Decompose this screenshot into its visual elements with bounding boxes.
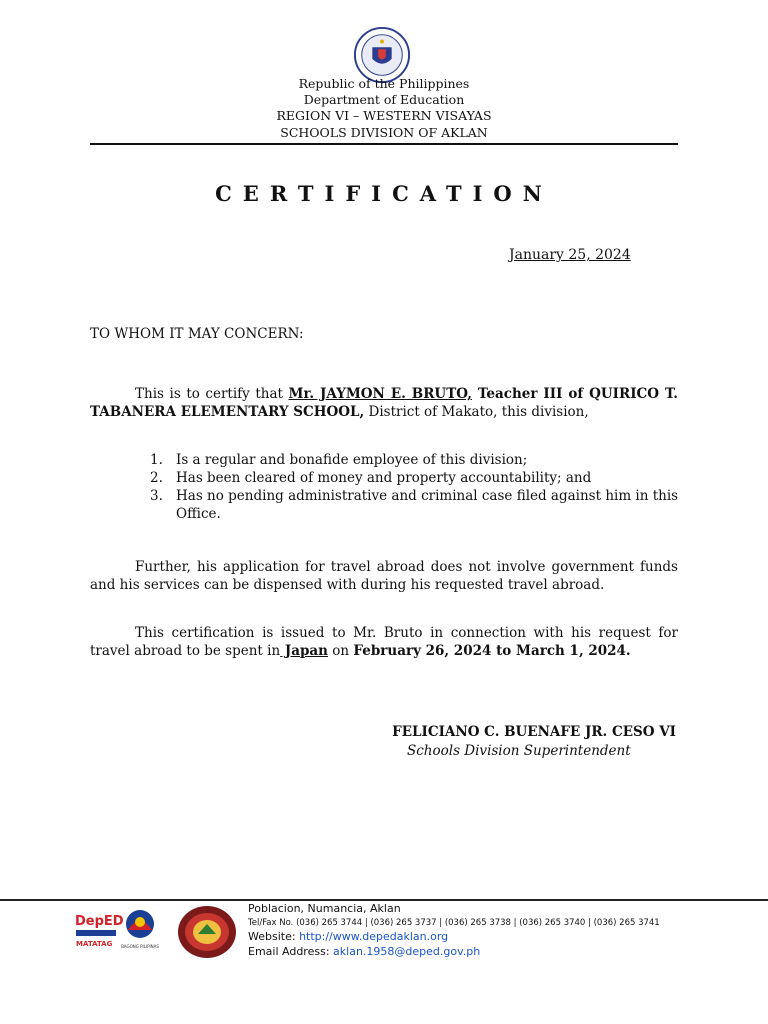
travel-destination: Japan [280, 643, 328, 659]
list-item: 1. Is a regular and bonafide employee of this division; [150, 452, 528, 468]
svg-text:BAGONG PILIPINAS: BAGONG PILIPINAS [121, 944, 159, 949]
footer-divider [0, 899, 768, 901]
footer-email: Email Address: aklan.1958@deped.gov.ph [248, 945, 481, 958]
email-link[interactable]: aklan.1958@deped.gov.ph [333, 945, 481, 958]
document-title: CERTIFICATION [215, 181, 553, 206]
footer-website: Website: http://www.depedaklan.org [248, 930, 449, 943]
certify-paragraph [90, 385, 678, 421]
employee-position: Teacher III of QUIRICO T. TABANERA ELEMENTARY SCHOOL, [90, 386, 678, 420]
travel-dates: February 26, 2024 to March 1, 2024. [353, 643, 631, 659]
certification-list [150, 451, 680, 523]
website-link[interactable]: http://www.depedaklan.org [299, 930, 449, 943]
footer-phones: Tel/Fax No. (036) 265 3744 | (036) 265 3737 | (036) 265 3738 | (036) 265 3740 | (036) 265 3741 [248, 918, 660, 928]
svg-text:DepED: DepED [75, 914, 124, 929]
certify-pre: This is to certify that [135, 386, 289, 402]
header-divider [90, 143, 678, 145]
signatory-title: Schools Division Superintendent [407, 743, 631, 759]
deped-matatag-logo [74, 905, 124, 953]
header-region: REGION VI – WESTERN VISAYAS [276, 108, 492, 123]
division-of-aklan-seal [176, 904, 238, 960]
svg-text:MATATAG: MATATAG [76, 940, 113, 948]
travel-paragraph: Further, his application for travel abroad does not involve government funds and his services can be dispensed with during his requested travel abroad. [90, 559, 678, 593]
salutation: TO WHOM IT MAY CONCERN: [90, 326, 304, 342]
issuance-pre: This certification is issued to Mr. Bruto in connection with his request for travel abroad to be spent in [90, 625, 678, 659]
footer-address: Poblacion, Numancia, Aklan [248, 902, 401, 915]
certify-post: District of Makato, this division, [364, 404, 589, 420]
bagong-pilipinas-logo [122, 908, 158, 950]
header-division: SCHOOLS DIVISION OF AKLAN [280, 125, 488, 140]
list-item: 3. Has no pending administrative and criminal case filed against him in this Office. [150, 488, 679, 522]
header-department: Department of Education [303, 92, 465, 107]
signatory-name: FELICIANO C. BUENAFE JR. CESO VI [392, 724, 676, 740]
document-date: January 25, 2024 [509, 247, 631, 263]
list-item: 2. Has been cleared of money and property accountability; and [150, 470, 592, 486]
issuance-paragraph: This certification is issued to Mr. Bruto in connection with his request for travel abroad to be spent in Japan on February 26, 2024 to March 1, 2024. [90, 625, 678, 659]
employee-name: Mr. JAYMON E. BRUTO, [288, 386, 472, 402]
header-republic: Republic of the Philippines [298, 76, 470, 91]
